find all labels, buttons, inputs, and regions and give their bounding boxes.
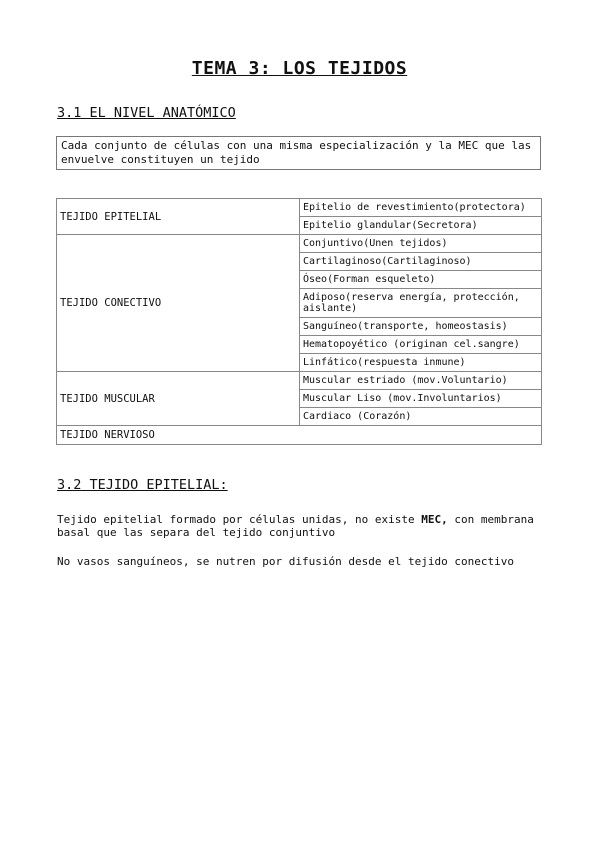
tissue-subtype: Muscular Liso (mov.Involuntarios) — [300, 390, 542, 408]
tissue-subtype: Conjuntivo(Unen tejidos) — [300, 235, 542, 253]
table-row — [57, 235, 542, 253]
paragraph-epithelial-description — [57, 513, 537, 539]
tissue-category-conectivo: TEJIDO CONECTIVO — [57, 235, 300, 372]
definition-text: Cada conjunto de células con una misma especialización y la MEC que las envuelve constituyen un tejido — [61, 139, 532, 166]
paragraph-epithelial-nutrition: No vasos sanguíneos, se nutren por difusión desde el tejido conectivo — [57, 555, 514, 568]
definition-box — [56, 136, 541, 170]
tissue-subtype: Epitelio de revestimiento(protectora) — [300, 199, 542, 217]
table-row — [57, 199, 542, 217]
tissue-subtype: Epitelio glandular(Secretora) — [300, 217, 542, 235]
tissue-subtype: Cardiaco (Corazón) — [300, 408, 542, 426]
table-row — [57, 426, 542, 445]
tissue-subtype: Cartilaginoso(Cartilaginoso) — [300, 253, 542, 271]
paragraph-bold-term: MEC, — [421, 513, 448, 526]
tissue-table — [56, 198, 542, 445]
tissue-subtype: Sanguíneo(transporte, homeostasis) — [300, 318, 542, 336]
section-heading-anatomic-level: 3.1 EL NIVEL ANATÓMICO — [57, 105, 236, 121]
tissue-subtype: Adiposo(reserva energía, protección, aislante) — [300, 289, 542, 318]
tissue-subtype: Hematopoyético (originan cel.sangre) — [300, 336, 542, 354]
tissue-category-nervioso: TEJIDO NERVIOSO — [57, 426, 542, 445]
paragraph-text: con membrana basal que las separa del tejido conjuntivo — [57, 513, 534, 539]
tissue-category-epitelial: TEJIDO EPITELIAL — [57, 199, 300, 235]
table-row — [57, 372, 542, 390]
tissue-category-muscular: TEJIDO MUSCULAR — [57, 372, 300, 426]
tissue-subtype: Óseo(Forman esqueleto) — [300, 271, 542, 289]
tissue-subtype: Linfático(respuesta inmune) — [300, 354, 542, 372]
tissue-subtype: Muscular estriado (mov.Voluntario) — [300, 372, 542, 390]
section-heading-epithelial: 3.2 TEJIDO EPITELIAL: — [57, 477, 228, 493]
page-title: TEMA 3: LOS TEJIDOS — [191, 58, 408, 79]
paragraph-text: Tejido epitelial formado por células unidas, no existe — [57, 513, 422, 526]
